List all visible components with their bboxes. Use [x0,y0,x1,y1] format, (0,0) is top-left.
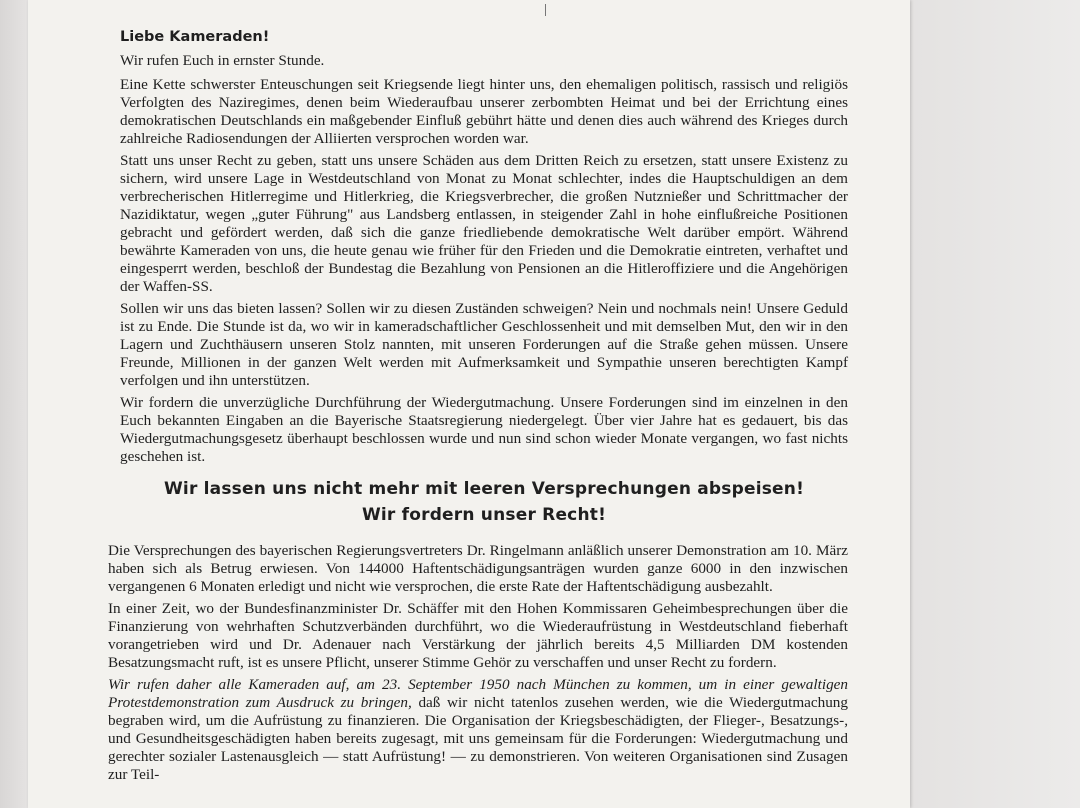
greeting-heading: Liebe Kameraden! [120,29,270,45]
paragraph: Statt uns unser Recht zu geben, statt uns unsere Schäden aus dem Dritten Reich zu ersetzen, statt unsere Existenz zu sichern, wird unsere Lage in Westdeutschland von Monat zu Monat schlechter, indes die Hauptschuldigen an dem verbrecherischen Hitlerregime und Hitlerkrieg, die Kriegsverbrecher, die großen Nutznießer und Schrittmacher der Nazidiktatur, wegen „guter Führung" aus Landsberg entlassen, in steigender Zahl in hohe einflußreiche Positionen gebracht und gefördert werden, daß sich die ganze friedliebende demokratische Welt darüber empört. Während bewährte Kameraden von uns, die heute genau wie früher für den Frieden und die Demokratie eintreten, verhaftet und eingesperrt werden, beschloß der Bundestag die Bezahlung von Pensionen an die Hitleroffiziere und die Angehörigen der Waffen-SS. [120,152,848,295]
call-to-action-text: daß wir nicht tatenlos zusehen werden, wie die Wiedergutmachung begraben wird, um die Aufrüstung zu finanzieren. Die Organisation der Kriegsbeschädigten, der Flieger-, Besatzungs-, und Gesundheitsgeschädigten haben bereits zugesagt, mit uns gemeinsam für die Forderungen: Wiedergutmachung und gerechter sozialer Lastenausgleich — statt Aufrüstung! — zu demonstrieren. Von weiteren Organisationen sind Zusagen zur Teil- [108,694,848,783]
slogan-headline: Wir lassen uns nicht mehr mit leeren Versprechungen abspeisen! [163,479,805,499]
background-left [0,0,30,808]
call-paragraph [108,676,848,784]
crease-mark [545,4,546,16]
slogan-subheadline: Wir fordern unser Recht! [361,505,607,525]
paragraph: In einer Zeit, wo der Bundesfinanzminister Dr. Schäffer mit den Hohen Kommissaren Geheimbesprechungen über die Finanzierung von wehrhaften Schutzverbänden durchführt, wo die Wiederaufrüstung in Westdeutschland fieberhaft vorangetrieben wird und Dr. Adenauer nach Verstärkung der jährlich bereits 4,5 Milliarden DM kostenden Besatzungsmacht ruft, ist es unsere Pflicht, unserer Stimme Gehör zu verschaffen und unser Recht zu fordern. [108,600,848,671]
document-body [108,22,848,788]
paragraph: Eine Kette schwerster Enteuschungen seit Kriegsende liegt hinter uns, den ehemaligen politisch, rassisch und religiös Verfolgten des Naziregimes, denen beim Wiederaufbau unserer zerbombten Heimat und bei der Errichtung eines demokratischen Deutschlands ein maßgebender Einfluß gebührt hätte und denen dies auch während des Krieges durch zahlreiche Radiosendungen der Alliierten versprochen worden war. [120,76,848,147]
lower-section [108,542,848,784]
paragraph: Die Versprechungen des bayerischen Regierungsvertreters Dr. Ringelmann anläßlich unserer Demonstration am 10. März haben sich als Betrug erwiesen. Von 144000 Haftentschädigungsanträgen wurden ganze 6000 in den inzwischen vergangenen 6 Monaten erledigt und nicht wie versprochen, die erste Rate der Haftentschädigung ausbezahlt. [108,542,848,595]
paragraph: Sollen wir uns das bieten lassen? Sollen wir zu diesen Zuständen schweigen? Nein und nochmals nein! Unsere Geduld ist zu Ende. Die Stunde ist da, wo wir in kameradschaftlicher Geschlossenheit und mit demselben Mut, den wir in den Lagern und Zuchthäusern unseren Stolz nannten, mit unseren Forderungen auf die Straße gehen müssen. Unsere Freunde, Millionen in der ganzen Welt werden mit Aufmerksamkeit und Sympathie unseren berechtigten Kampf verfolgen und ihn unterstützen. [120,300,848,389]
background-right [908,0,1080,808]
document-page [28,0,910,808]
paragraph: Wir fordern die unverzügliche Durchführung der Wiedergutmachung. Unsere Forderungen sind im einzelnen in den Euch bekannten Eingaben an die Bayerische Staatsregierung niedergelegt. Über vier Jahre hat es gedauert, bis das Wiedergutmachungsgesetz überhaupt beschlossen wurde und nun sind schon wieder Monate vergangen, wo fast nichts geschehen ist. [120,394,848,465]
paragraph: Wir rufen Euch in ernster Stunde. [120,52,325,69]
call-to-action-italic: Wir rufen daher alle Kameraden auf, am 23. September 1950 nach München zu kommen, um in einer gewaltigen Protestdemonstration zum Ausdruck zu bringen, [108,676,848,711]
